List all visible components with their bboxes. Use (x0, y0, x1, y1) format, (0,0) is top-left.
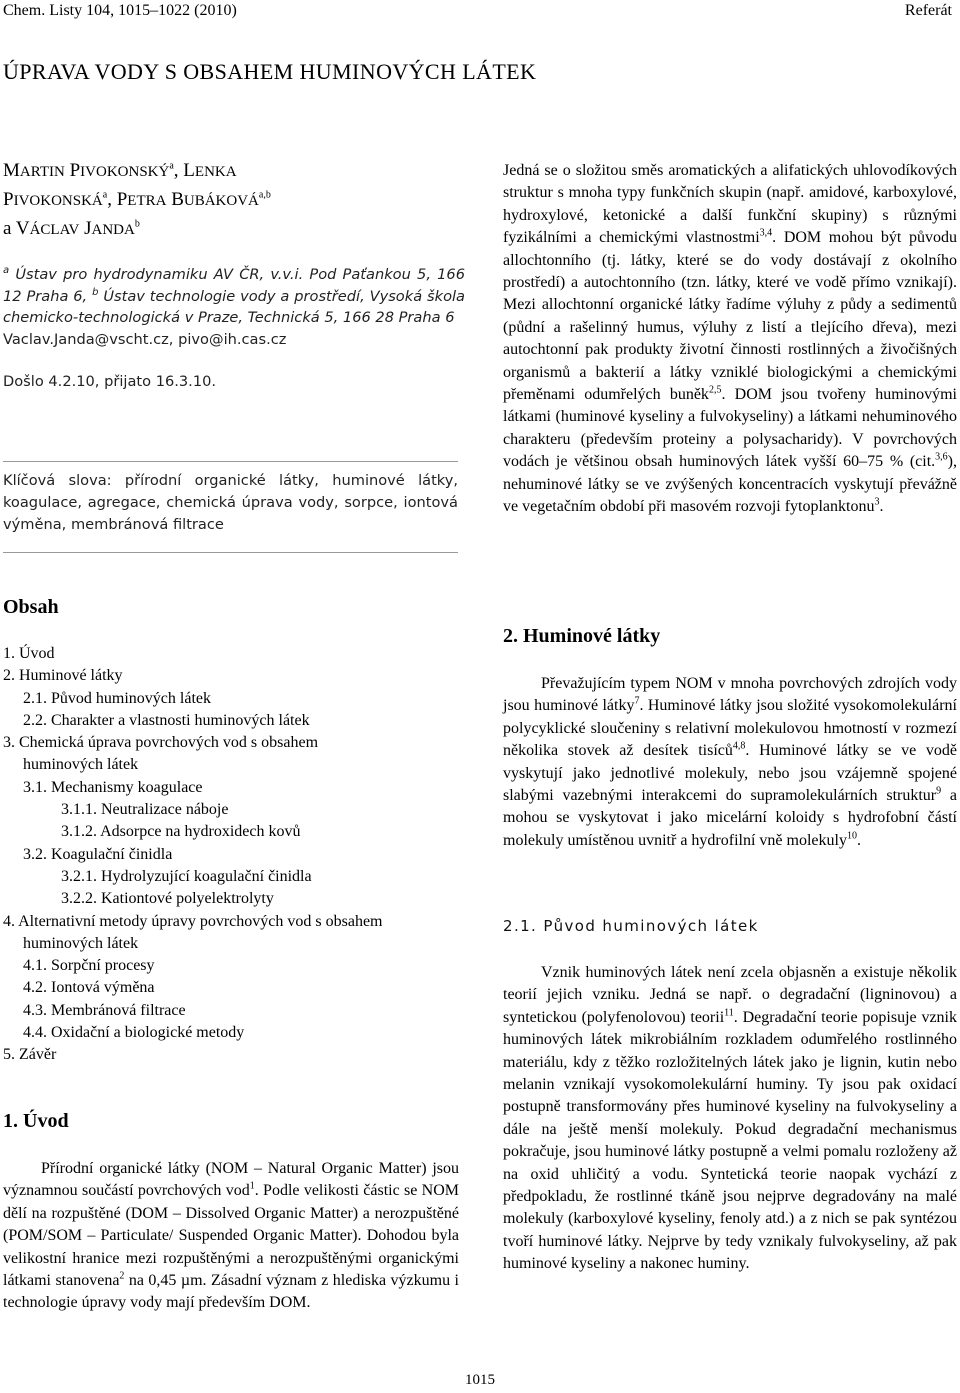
section-type: Referát (904, 2, 952, 19)
author-line-3: a VÁCLAV JANDA$^b$ (3, 218, 140, 239)
toc-item: 1. Úvod (3, 645, 55, 662)
toc-item: 4.4. Oxidační a biologické metody (23, 1024, 245, 1042)
keywords-bottom-rule (3, 552, 458, 553)
toc-item: 3.1.1. Neutralizace náboje (61, 801, 229, 819)
author-emails: Vaclav.Janda@vscht.cz, pivo@ih.cas.cz (3, 330, 287, 348)
author-line-2: PIVOKONSKÁ$^a$, PETRA BUBÁKOVÁ$^{a,b}$ (3, 189, 271, 210)
toc-item: 3. Chemická úprava povrchových vod s obsahem (3, 734, 319, 752)
page-number: 1015 (465, 1372, 495, 1388)
toc-item: huminových látek (23, 934, 139, 952)
toc-item: 4.3. Membránová filtrace (23, 1001, 186, 1019)
toc-item: 3.1. Mechanismy koagulace (23, 778, 203, 796)
author-list (3, 157, 463, 244)
section-2-paragraph: Převažujícím typem NOM v mnoha povrchových zdrojích vody jsou huminové látky$^7$. Huminové látky jsou složité vysokomolekulární polycyklické sloučeniny s relativní molekulovou hmotností v rozmezí několika stovek až desítek tisíců$^{4,8}$. Huminové látky se ve vodě vyskytují jako jednotlivé molekuly, nebo jsou vzájemně spojené slabými vazebnými interakcemi do supramolekulárních struktur$^9$ a mohou se vyskytovat i jako micelární koloidy s hydrofobní částí molekuly umístěnou uvnitř a hydrofilní vně molekuly$^{10}$. (503, 675, 958, 849)
toc-item: 5. Závěr (3, 1046, 57, 1064)
toc-heading: Obsah (3, 596, 59, 618)
toc-item: 3.2.1. Hydrolyzující koagulační činidla (61, 867, 312, 885)
section-2-heading: 2. Huminové látky (503, 625, 661, 647)
toc-item: 2. Huminové látky (3, 667, 123, 685)
journal-citation: Chem. Listy 104, 1015–1022 (2010) (3, 2, 237, 19)
keywords-top-rule (3, 461, 458, 462)
section-2-1-heading: 2.1. Původ huminových látek (503, 917, 759, 935)
toc-item: 3.2.2. Kationtové polyelektrolyty (61, 890, 274, 908)
toc-item: 4.2. Iontová výměna (23, 979, 155, 997)
right-column-paragraph-1: Jedná se o složitou směs aromatických a alifatických uhlovodíkových struktur s mnoha typy funkčních skupin (např. amidové, karboxylové, hydroxylové, ketonické a další funkční skupiny) s různými fyzikálními a chemickými vlastnostmi$^{3,4}$. DOM mohou být původu allochtonního (tj. látky, které se do vody dostávají z okolního prostředí) a autochtonního (tzn. látky, které ve vodě přímo vznikají). Mezi allochtonní organické látky řadíme výluhy z půdy a sedimentů (půdní a rašelinný humus, výluhy z listí a tlejícího dřeva), mezi autochtonní pak produkty životní činnosti rostlinných a živočišných organismů a bakterií a látky vzniklé biologickými a chemickými přeměnami odumřelých buněk$^{2,5}$. DOM jsou tvořeny huminovými látkami (huminové kyseliny a fulvokyseliny) a látkami nehuminového charakteru (především proteiny a polysacharidy). V povrchových vodách je většinou obsah huminových látek vyšší 60–75 % (cit.$^{3,6}$), nehuminové látky se ve zvýšených koncentracích vyskytují převážně ve vegetačním období při masovém rozvoji fytoplanktonu$^3$. (503, 162, 957, 516)
toc-item: 4. Alternativní metody úpravy povrchových vod s obsahem (3, 912, 383, 930)
toc-item: 2.2. Charakter a vlastnosti huminových látek (23, 711, 310, 729)
toc-item: 2.1. Původ huminových látek (23, 689, 211, 707)
toc-item: 3.1.2. Adsorpce na hydroxidech kovů (61, 823, 301, 841)
received-date: Došlo 4.2.10, přijato 16.3.10. (3, 373, 217, 390)
toc-item: 4.1. Sorpční procesy (23, 957, 155, 975)
keywords: Klíčová slova: přírodní organické látky, huminové látky, koagulace, agregace, chemická úprava vody, sorpce, iontová výměna, membránová filtrace (3, 472, 458, 533)
section-1-paragraph: Přírodní organické látky (NOM – Natural Organic Matter) jsou významnou součástí povrchových vod$^1$. Podle velikosti částic se NOM dělí na rozpuštěné (DOM – Dissolved Organic Matter) a nerozpuštěné (POM/SOM – Particulate/ Suspended Organic Matter). Dohodou byla velikostní hranice mezi rozpuštěnými a nerozpuštěnými organickými látkami stanovena$^2$ na 0,45 µm. Zásadní význam z hlediska výzkumu i technologie úpravy vody mají především DOM. (3, 1160, 459, 1312)
article-title: ÚPRAVA VODY S OBSAHEM HUMINOVÝCH LÁTEK (3, 59, 537, 84)
toc-item: huminových látek (23, 756, 139, 774)
toc-item: 3.2. Koagulační činidla (23, 845, 173, 863)
section-1-heading: 1. Úvod (3, 1110, 69, 1132)
section-2-1-paragraph: Vznik huminových látek není zcela objasněn a existuje několik teorií jejich vzniku. Jedná se např. o degradační (ligninovou) a syntetickou (polyfenolovou) teorii$^{11}$. Degradační teorie popisuje vznik huminových látek mikrobiálním rozkladem odumřelého rostlinného materiálu, kdy z těžko rozložitelných látek jako je lignin, kutin nebo melanin vznikají vysokomolekulární huminy. Ty jsou pak oxidací postupně transformovány přes huminové kyseliny na fulvokyseliny a dále na ještě menší molekuly. Pokud degradační mechanismus pokračuje, jsou huminové látky postupně a velmi pomalu rozloženy až na oxid uhličitý a vodu. Syntetická teorie naopak vychází z předpokladu, že rostlinné tkáně jsou nejprve degradovány na malé molekuly (karboxylové kyseliny, fenoly atd.) a z nich se pak syntézou tvoří huminové látky. Nejprve by tedy vznikaly fulvokyseliny, až pak huminové kyseliny a nakonec huminy. (503, 964, 957, 1273)
table-of-contents (3, 643, 463, 1067)
author-line-1: MARTIN PIVOKONSKÝ$^a$, LENKA (3, 160, 237, 181)
affiliation: $^a$ Ústav pro hydrodynamiku AV ČR, v.v.i. Pod Paťankou 5, 166 12 Praha 6, $^b$ Ústav technologie vody a prostředí, Vysoká škola chemicko-technologická v Praze, Technická 5, 166 28 Praha 6 Vaclav.Janda@vscht.cz, pivo@ih.cas.cz (3, 264, 465, 350)
